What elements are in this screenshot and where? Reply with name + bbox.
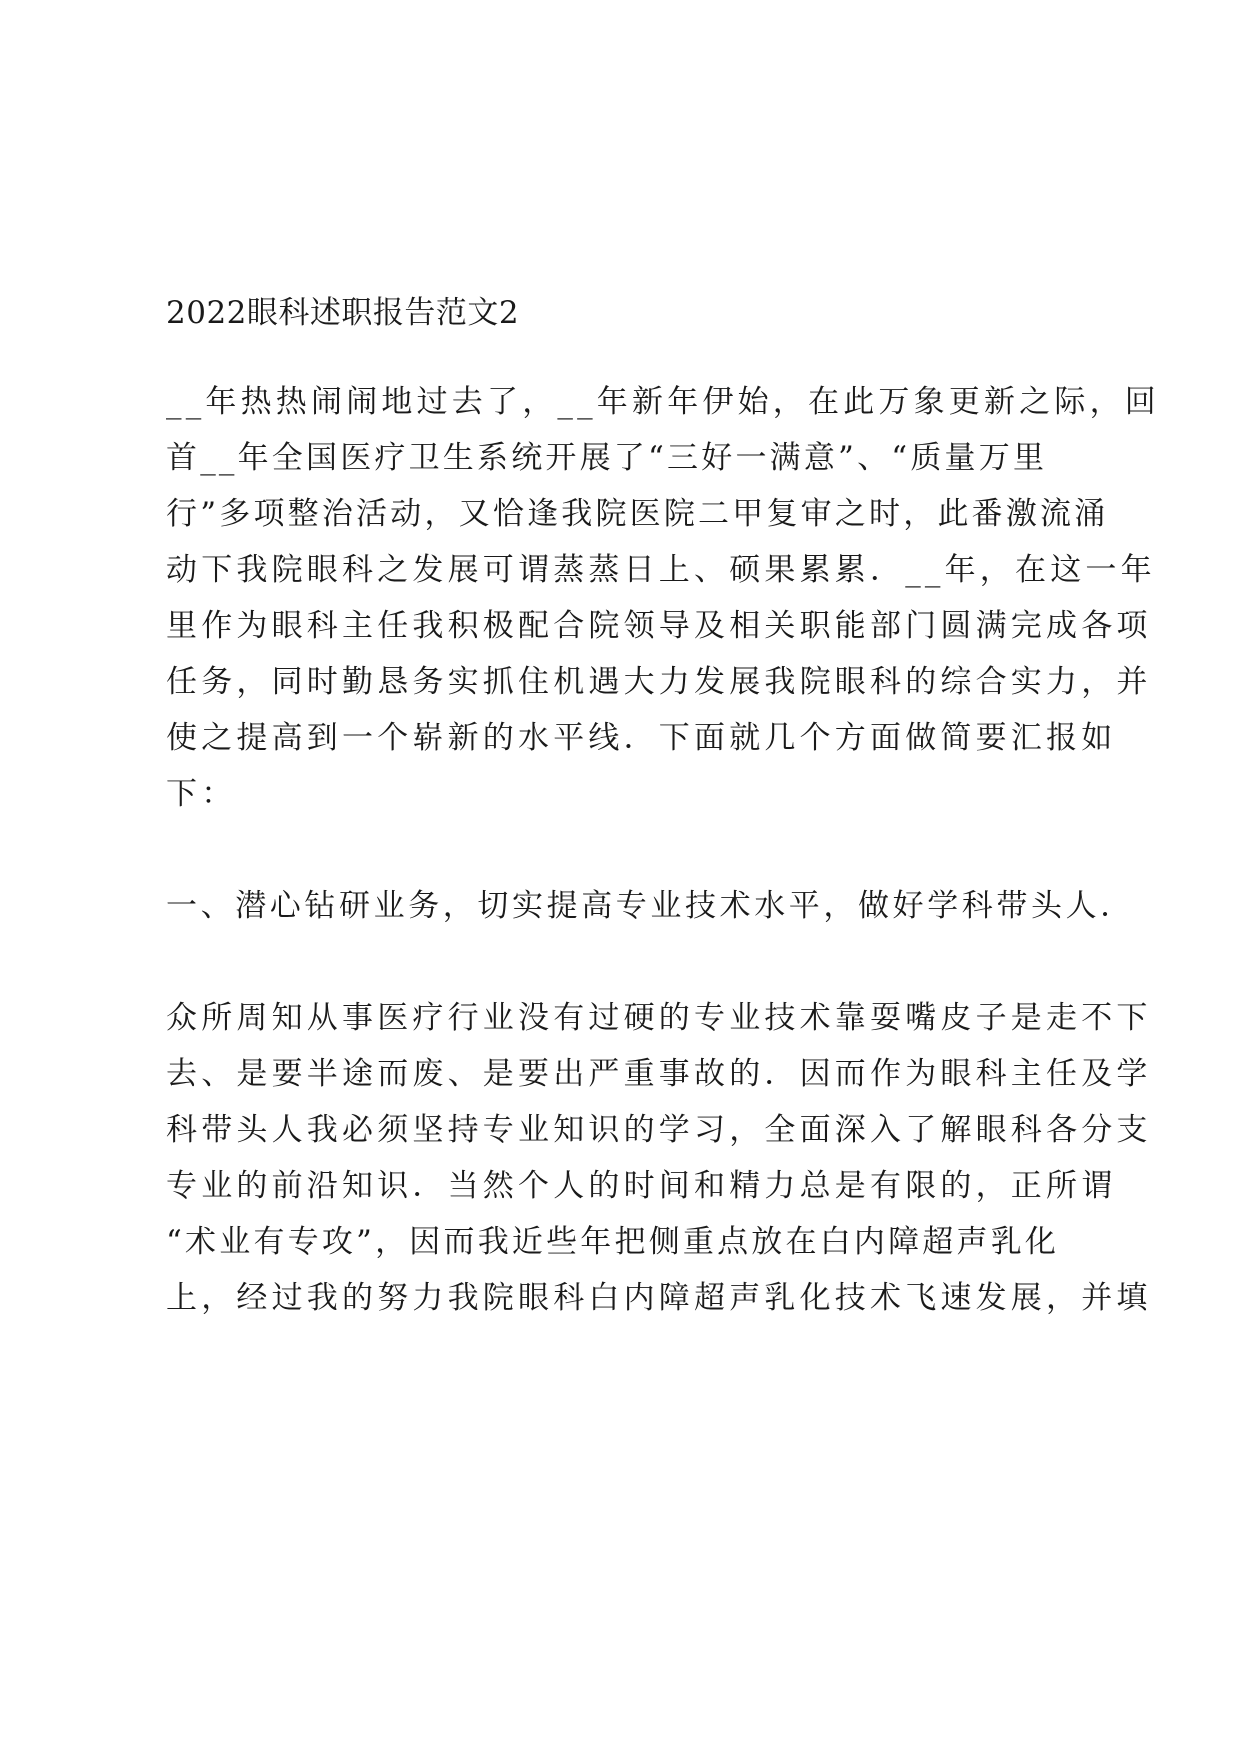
paragraph-line: 首__年全国医疗卫生系统开展了“三好一满意”、“质量万里 [166, 440, 1048, 476]
paragraph-line: 去、是要半途而废、是要出严重事故的．因而作为眼科主任及学 [166, 1056, 1152, 1092]
paragraph-line: __年热热闹闹地过去了，__年新年伊始，在此万象更新之际，回 [166, 384, 1160, 420]
paragraph-line: 科带头人我必须坚持专业知识的学习，全面深入了解眼科各分支 [166, 1112, 1152, 1148]
section-heading: 一、潜心钻研业务，切实提高专业技术水平，做好学科带头人． [166, 888, 1135, 924]
paragraph-line: 里作为眼科主任我积极配合院领导及相关职能部门圆满完成各项 [166, 608, 1152, 644]
paragraph-line: 众所周知从事医疗行业没有过硬的专业技术靠耍嘴皮子是走不下 [166, 1000, 1152, 1036]
document-title: 2022眼科述职报告范文2 [166, 295, 520, 331]
paragraph-line: 下： [166, 776, 237, 812]
paragraph-line: 任务，同时勤恳务实抓住机遇大力发展我院眼科的综合实力，并 [166, 664, 1152, 700]
paragraph-line: 动下我院眼科之发展可谓蒸蒸日上、硕果累累．__年，在这一年 [166, 552, 1156, 588]
paragraph-line: 使之提高到一个崭新的水平线．下面就几个方面做简要汇报如 [166, 720, 1117, 756]
paragraph-line: 上，经过我的努力我院眼科白内障超声乳化技术飞速发展，并填 [166, 1280, 1152, 1316]
paragraph-line: 专业的前沿知识．当然个人的时间和精力总是有限的，正所谓 [166, 1168, 1117, 1204]
paragraph-line: “术业有专攻”，因而我近些年把侧重点放在白内障超声乳化 [166, 1224, 1060, 1260]
paragraph-line: 行”多项整治活动，又恰逢我院医院二甲复审之时，此番激流涌 [166, 496, 1109, 532]
